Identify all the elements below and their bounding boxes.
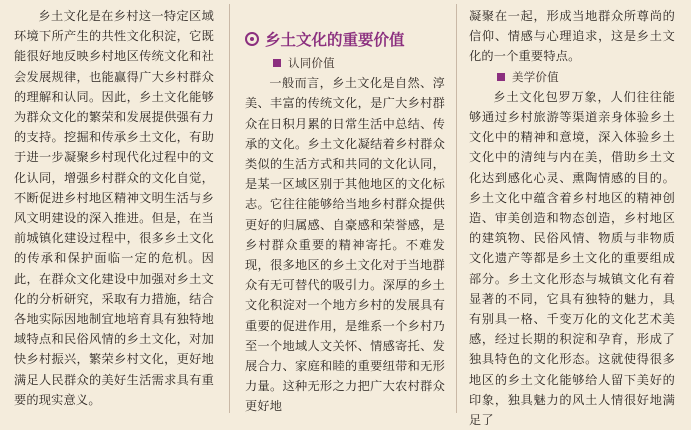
subheading-identity [245, 53, 445, 73]
column-divider-2 [456, 4, 457, 413]
column-2 [245, 53, 445, 417]
column-divider-1 [229, 4, 230, 413]
aesthetic-paragraph: 乡土文化包罗万象，人们往往能够通过乡村旅游等渠道亲身体验乡土文化中的精神和意境，深入体验乡土文化中的清纯与内在美，借助乡土文化达到感化心灵、熏陶情感的目的。乡土文化中蕴含着乡村地区的精神创造、审美创造和物态创造，乡村地区的建筑物、民俗风情、物质与非物质文化遗产等都是乡土文化的重要组成部分。乡土文化形态与城镇文化有着显著的不同，它具有独特的魅力，具有别具一格、千变万化的文化艺术美感，经过长期的积淀和孕育，形成了独具特色的文化形态。这就使得很多地区的乡土文化能够给人留下美好的印象，独具魅力的风土人情很好地满足了 [469, 89, 675, 428]
subheading-label: 美学价值 [512, 69, 559, 84]
bullet-circle-icon [245, 32, 259, 46]
continued-paragraph: 凝聚在一起，形成当地群众所尊尚的信仰、情感与心理追求，这是乡土文化的一个重要特点。 [469, 9, 675, 64]
subheading-aesthetic [469, 67, 675, 87]
square-bullet-icon [273, 59, 281, 67]
column-3 [469, 6, 675, 430]
identity-paragraph: 一般而言，乡土文化是自然、淳美、丰富的传统文化，是广大乡村群众在日积月累的日常生活中总结、传承的文化。乡土文化凝结着乡村群众类似的生活方式和共同的文化认同，是某一区域区别于其他地区的文化标志。它往往能够给当地乡村群众提供更好的归属感、自豪感和荣誉感，是乡村群众重要的精神寄托。不难发现，很多地区的乡土文化对于当地群众有无可替代的吸引力。深厚的乡土文化积淀对一个地方乡村的发展具有重要的促进作用，是维系一个乡村乃至一个地域人文关怀、情感寄托、发展合力、家庭和睦的重要纽带和无形力量。这种无形之力把广大农村群众更好地 [245, 76, 445, 414]
section-heading [245, 28, 405, 50]
subheading-label: 认同价值 [288, 56, 335, 70]
square-bullet-icon [497, 73, 505, 81]
column-1 [14, 6, 214, 410]
section-title: 乡土文化的重要价值 [265, 31, 405, 49]
intro-paragraph: 乡土文化是在乡村这一特定区域环境下所产生的共性文化积淀，它既能很好地反映乡村地区传统文化和社会发展规律，也能赢得广大乡村群众的理解和认同。因此，乡土文化能够为群众文化的繁荣和发展提供强有力的支持。挖掘和传承乡土文化，有助于进一步凝聚乡村现代化过程中的文化认同，增强乡村群众的文化自觉，不断促进乡村地区精神文明生活与乡风文明建设的深入推进。但是，在当前城镇化建设过程中，很多乡土文化的传承和保护面临一定的危机。因此，在群众文化建设中加强对乡土文化的分析研究，采取有力措施，结合各地实际因地制宜地培育具有独特地域特点和民俗风情的乡土文化，对加快乡村振兴，繁荣乡村文化，更好地满足人民群众的美好生活需求具有重要的现实意义。 [14, 9, 214, 407]
